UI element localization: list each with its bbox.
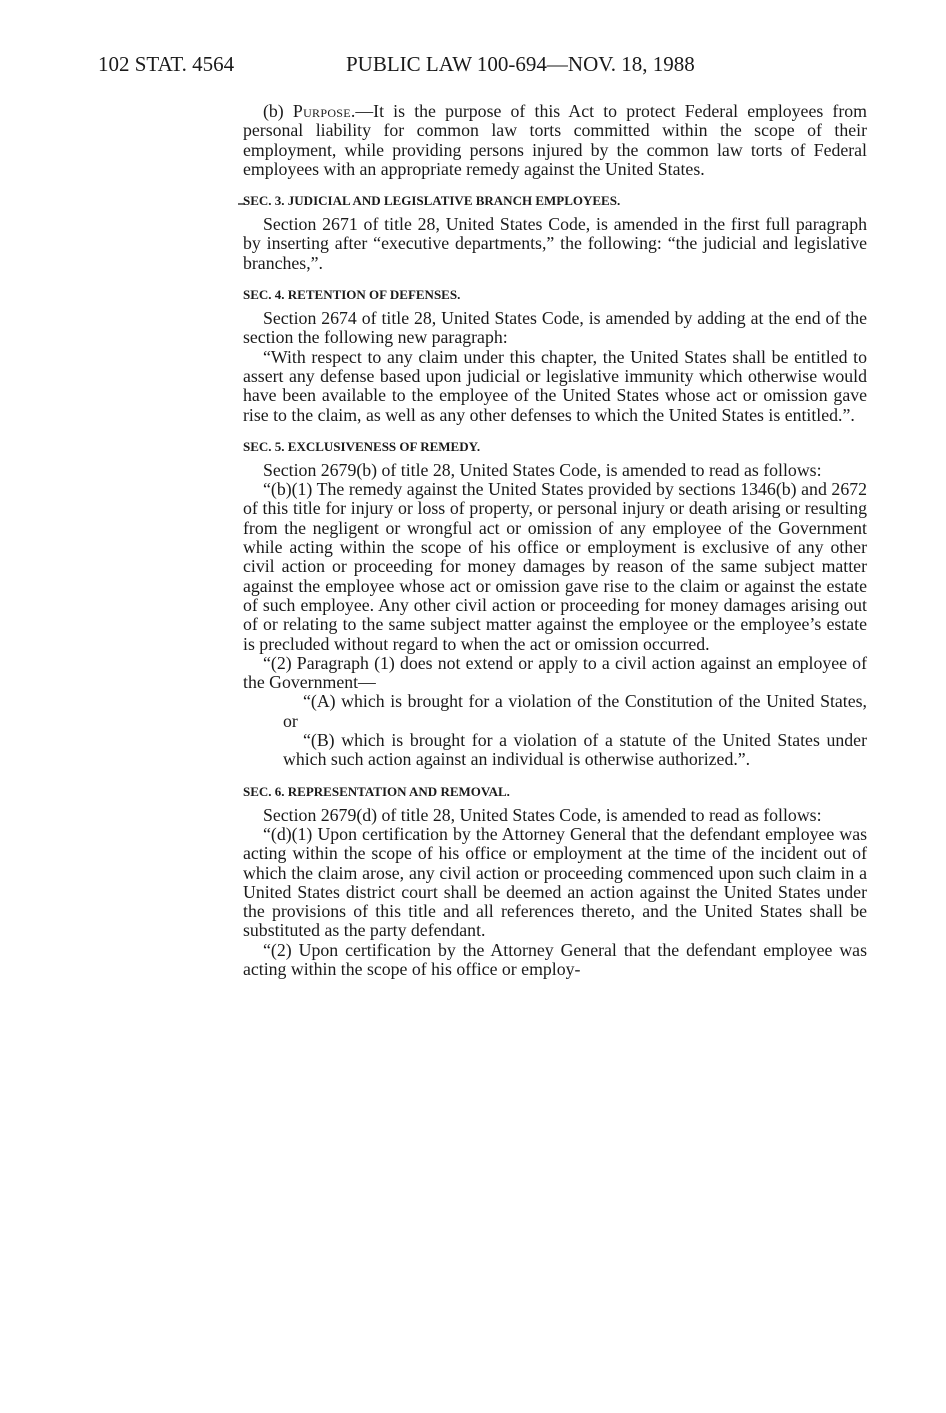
sec5-subparagraph-b: “(B) which is brought for a violation of a statute of the United States under which such action against an individual is otherwise authorized.”. [283,730,867,770]
purpose-heading: Purpose [292,101,351,121]
sec3-paragraph-1: Section 2671 of title 28, United States Code, is amended in the first full paragraph by inserting after “executive departments,” the following: “the judicial and legislative branches,”. [243,214,867,273]
sec5-heading: SEC. 5. EXCLUSIVENESS OF REMEDY. [243,438,481,454]
sec3-heading: SEC. 3. JUDICIAL AND LEGISLATIVE BRANCH EMPLOYEES. [243,193,621,209]
sec5-paragraph-b1: “(b)(1) The remedy against the United States provided by sections 1346(b) and 2672 of this title for injury or loss of property, or personal injury or death arising or resulting from the negligent or wrongful act or omission of any employee of the Government while acting within the scope of his office or employment is exclusive of any other civil action or proceeding for money damages by reason of the same subject matter against the employee whose act or omission gave rise to the claim or against the estate of such employee. Any other civil action or proceeding for money damages arising out of or relating to the same subject matter against the employee or the employee’s estate is precluded without regard to when the act or omission occurred. [243,479,867,654]
sec5-paragraph-1: Section 2679(b) of title 28, United States Code, is amended to read as follows: [263,459,822,480]
statute-page-number: 102 STAT. 4564 [98,52,235,76]
running-head [98,52,878,82]
body-text [243,102,867,979]
sec6-paragraph-1: Section 2679(d) of title 28, United States Code, is amended to read as follows: [263,804,822,825]
purpose-label: (b) [263,101,293,121]
sec5-subparagraph-a: “(A) which is brought for a violation of the Constitution of the United States, or [283,691,867,731]
sec6-paragraph-d1: “(d)(1) Upon certification by the Attorney General that the defendant employee was acting within the scope of his office or employment at the time of the incident out of which the claim arose, any civil action or proceeding commenced upon such claim in a United States district court shall be deemed an action against the United States under the provisions of this title and all references thereto, and the United States shall be substituted as the party defendant. [243,823,867,941]
sec6-paragraph-2: “(2) Upon certification by the Attorney General that the defendant employee was acting within the scope of his office or employ- [243,939,867,979]
purpose-paragraph [243,102,867,179]
public-law-title: PUBLIC LAW 100-694—NOV. 18, 1988 [346,52,695,76]
sec4-paragraph-1: Section 2674 of title 28, United States Code, is amended by adding at the end of the section the following new paragraph: [243,308,867,348]
sec6-heading: SEC. 6. REPRESENTATION AND REMOVAL. [243,783,510,799]
purpose-text: .—It is the purpose of this Act to protect Federal employees from personal liability for common law torts committed within the scope of their employment, while providing persons injured by the common law torts of Federal employees with an appropriate remedy against the United States. [243,101,867,179]
sec5-paragraph-2: “(2) Paragraph (1) does not extend or apply to a civil action against an employee of the Government— [243,652,867,693]
sec4-heading: SEC. 4. RETENTION OF DEFENSES. [243,287,461,303]
sec4-paragraph-2: “With respect to any claim under this chapter, the United States shall be entitled to assert any defense based upon judicial or legislative immunity which otherwise would have been available to the employee of the United States whose act or omission gave rise to the claim, as well as any other defenses to which the United States is entitled.”. [243,346,867,425]
